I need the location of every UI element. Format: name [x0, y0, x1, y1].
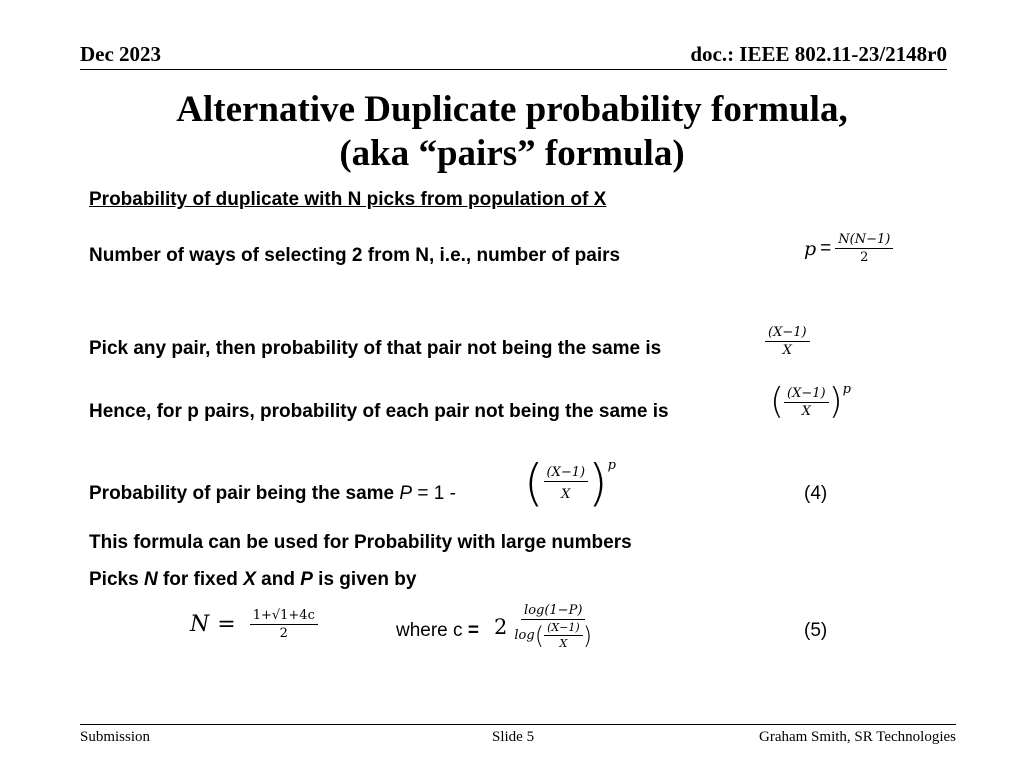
pick-denominator: X: [782, 343, 792, 358]
footer-submission: Submission: [80, 729, 151, 745]
c-den-fraction: [544, 622, 583, 649]
pick-numerator: (X−1): [765, 326, 810, 342]
same-formula: [524, 454, 616, 512]
hence-text: Hence, for p pairs, probability of each pair not being the same is: [89, 401, 669, 422]
pairs-eq: =: [820, 237, 832, 259]
title-line-2: (aka “pairs” formula): [339, 133, 685, 174]
same-numerator: (X−1): [544, 466, 589, 482]
pick-formula: [765, 326, 810, 357]
c-den-log: log: [514, 628, 535, 643]
where-eq: =: [467, 620, 479, 641]
c-den-left-paren: (: [534, 621, 545, 650]
same-right-paren: ): [588, 454, 608, 512]
same-exponent: p: [607, 458, 616, 473]
same-left-paren: (: [524, 454, 544, 512]
c-denominator: [511, 620, 595, 649]
slide-title: [0, 88, 1024, 176]
n-denominator: 2: [279, 626, 288, 641]
pick-text: Pick any pair, then probability of that pair not being the same is: [89, 338, 662, 359]
c-den-right-paren: ): [582, 621, 593, 650]
subheading: Probability of duplicate with N picks from population of X: [89, 189, 607, 210]
title-line-1: Alternative Duplicate probability formula,: [176, 89, 848, 130]
equation-4-label: (4): [804, 483, 828, 504]
hence-numerator: (X−1): [784, 387, 829, 403]
footer-rule: [80, 724, 956, 725]
picks-part-3: and: [255, 569, 301, 590]
pairs-numerator: N(N−1): [835, 233, 893, 249]
hence-denominator: X: [801, 403, 811, 419]
same-fraction: [544, 466, 589, 501]
c-coefficient: 2: [494, 614, 508, 639]
picks-text: [89, 569, 416, 591]
footer-author: Graham Smith, SR Technologies: [759, 729, 956, 745]
pairs-lhs: p: [804, 237, 817, 260]
where-c-label: [396, 620, 479, 642]
header-doc-id: doc.: IEEE 802.11-23/2148r0: [690, 42, 947, 66]
header-date: Dec 2023: [80, 42, 162, 66]
picks-var-p: P: [300, 569, 313, 590]
picks-part-4: is given by: [312, 569, 417, 590]
hence-fraction: [784, 387, 829, 418]
header-rule: [80, 69, 947, 70]
c-den-numerator: (X−1): [544, 622, 583, 636]
hence-exponent: p: [842, 382, 851, 397]
n-fraction: [250, 609, 318, 640]
hence-left-paren: (: [770, 381, 785, 422]
equation-5-label: (5): [804, 620, 828, 641]
pairs-formula: [804, 233, 893, 264]
picks-var-n: N: [143, 569, 158, 590]
same-lhs: P: [399, 483, 413, 504]
large-numbers-text: This formula can be used for Probability with large numbers: [89, 532, 632, 553]
picks-part-1: Picks: [89, 569, 144, 590]
same-text: Probability of pair being the same: [89, 483, 395, 504]
where-text: where c: [396, 620, 463, 641]
pick-fraction: [765, 326, 810, 357]
c-fraction: [511, 604, 595, 649]
c-den-denominator: X: [559, 637, 568, 650]
c-formula: [494, 604, 595, 649]
pairs-fraction: [835, 233, 893, 264]
hence-formula: [770, 381, 851, 422]
same-eq: = 1 -: [417, 483, 456, 504]
pairs-text: Number of ways of selecting 2 from N, i.e., number of pairs: [89, 245, 621, 266]
pairs-denominator: 2: [860, 250, 869, 265]
picks-var-x: X: [243, 569, 256, 590]
same-denominator: X: [561, 486, 571, 502]
picks-part-2: for fixed: [157, 569, 244, 590]
n-formula: [190, 609, 318, 640]
n-lhs: N: [190, 612, 210, 637]
same-line: [89, 483, 456, 505]
hence-right-paren: ): [828, 381, 843, 422]
c-numerator: log(1−P): [521, 604, 585, 620]
n-eq: =: [217, 612, 236, 637]
footer-slide-number: Slide 5: [492, 729, 535, 745]
n-numerator: 1+√1+4c: [250, 609, 318, 625]
